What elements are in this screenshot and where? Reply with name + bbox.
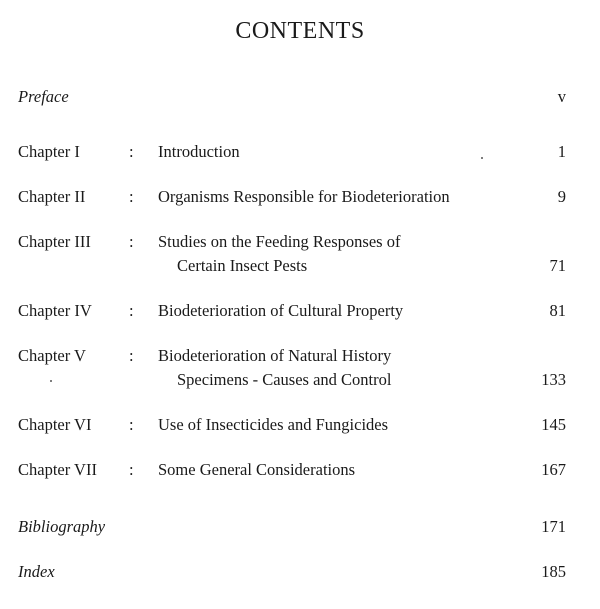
toc-colon: : xyxy=(129,415,134,434)
toc-page-preface: v xyxy=(557,87,566,106)
toc-title: Organisms Responsible for Biodeterioration xyxy=(158,187,450,206)
toc-label: Chapter II xyxy=(18,187,86,206)
toc-label: Chapter IV xyxy=(18,301,92,320)
toc-page-index: 185 xyxy=(541,562,566,581)
toc-label: Chapter I xyxy=(18,142,80,161)
print-speck xyxy=(50,380,52,382)
toc-label-index: Index xyxy=(18,562,55,581)
toc-title: Biodeterioration of Cultural Property xyxy=(158,301,404,320)
toc-colon: : xyxy=(129,142,134,161)
toc-page: 81 xyxy=(549,301,566,320)
toc-title: Introduction xyxy=(158,142,240,161)
toc-colon: : xyxy=(129,187,134,206)
toc-label: Chapter V xyxy=(18,346,86,365)
page-title: CONTENTS xyxy=(235,18,365,44)
toc-label: Chapter III xyxy=(18,232,91,251)
toc-label-bibliography: Bibliography xyxy=(18,517,106,536)
toc-page: 145 xyxy=(541,415,566,434)
toc-page: 1 xyxy=(557,142,566,161)
toc-page: 9 xyxy=(557,187,566,206)
toc-page-bibliography: 171 xyxy=(541,517,566,536)
toc-label: Chapter VII xyxy=(18,460,97,479)
toc-label-preface: Preface xyxy=(18,87,69,106)
toc-colon: : xyxy=(129,346,134,365)
toc-colon: : xyxy=(129,301,134,320)
toc-title-line1: Studies on the Feeding Responses of xyxy=(158,232,401,251)
toc-colon: : xyxy=(129,460,134,479)
toc-page: 167 xyxy=(541,460,566,479)
toc-title: Use of Insecticides and Fungicides xyxy=(158,415,389,434)
toc-label: Chapter VI xyxy=(18,415,92,434)
toc-page: 133 xyxy=(541,370,566,389)
toc-title-line2: Certain Insect Pests xyxy=(177,256,308,275)
print-speck xyxy=(481,157,483,159)
toc-colon: : xyxy=(129,232,134,251)
toc-title-line2: Specimens - Causes and Control xyxy=(177,370,392,389)
toc-title-line1: Biodeterioration of Natural History xyxy=(158,346,392,365)
toc-title: Some General Considerations xyxy=(158,460,356,479)
toc-page: 71 xyxy=(549,256,566,275)
